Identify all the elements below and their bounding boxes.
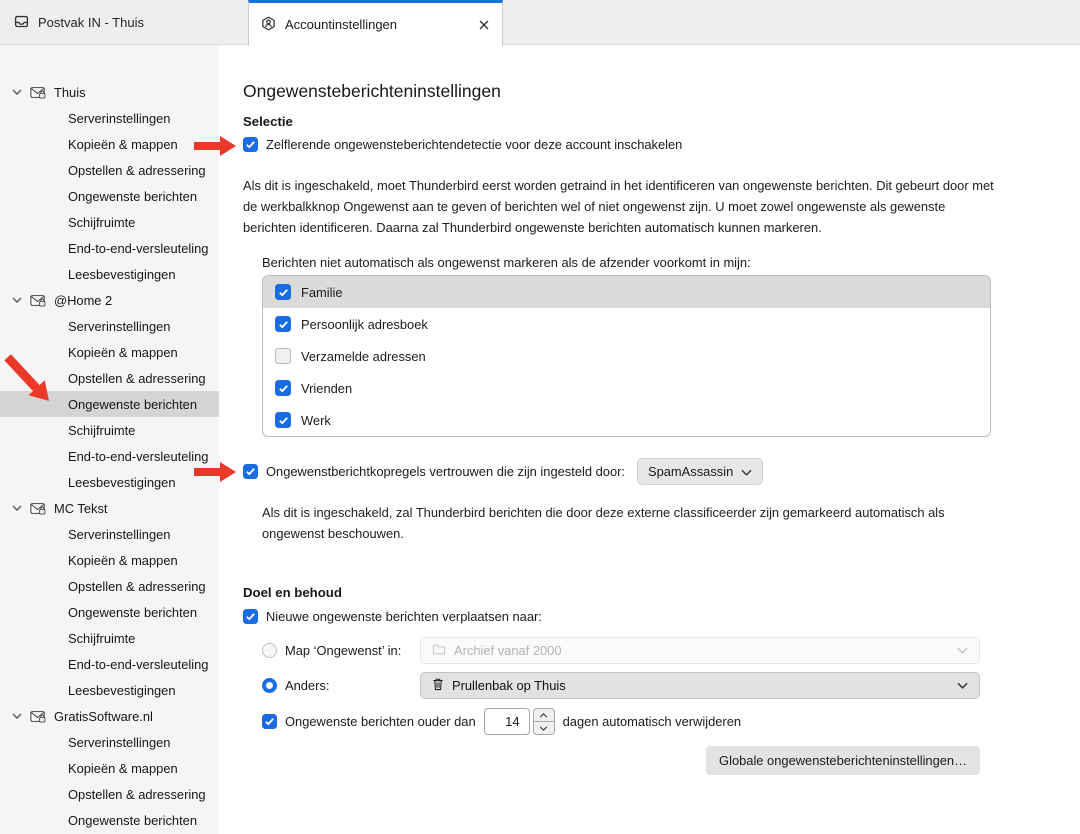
account-name: @Home 2 — [54, 292, 113, 308]
sidebar-item-label: End-to-end-versleuteling — [68, 448, 209, 464]
sidebar-item-label: Leesbevestigingen — [68, 474, 176, 490]
sidebar-item-label: Schijfruimte — [68, 630, 136, 646]
tab-settings-label: Accountinstellingen — [285, 17, 398, 32]
sidebar-item[interactable] — [0, 781, 219, 807]
self-learning-checkbox[interactable] — [243, 137, 258, 152]
red-arrow-annotation — [194, 462, 236, 482]
sidebar-item-label: Serverinstellingen — [68, 526, 171, 542]
sidebar-item[interactable] — [0, 599, 219, 625]
sidebar-item[interactable] — [0, 547, 219, 573]
other-folder-radio-label[interactable]: Anders: — [285, 678, 330, 693]
chevron-down-icon — [957, 682, 968, 689]
junk-folder-radio[interactable] — [262, 643, 277, 658]
sidebar-item[interactable] — [0, 573, 219, 599]
sidebar-item-label: Serverinstellingen — [68, 318, 171, 334]
red-arrow-annotation — [194, 136, 236, 156]
junk-folder-radio-row — [262, 643, 401, 658]
trust-headers-row — [243, 458, 763, 485]
sidebar-item[interactable] — [0, 417, 219, 443]
junk-description: Als dit is ingeschakeld, moet Thunderbird eerst worden getraind in het identificeren van ongewenste berichten. Dit gebeurt door met de werkbalkknop Ongewenst aan te geven of berichten wel of niet ongewenst zijn. U moet zowel ongewenste als gewenste berichten identificeren. Daarna zal Thunderbird ongewenste berichten automatisch kunnen markeren. — [243, 178, 994, 235]
mail-account-icon — [30, 502, 46, 515]
sidebar-item-label: Kopieën & mappen — [68, 760, 178, 776]
sidebar-item-label: Kopieën & mappen — [68, 552, 178, 568]
junk-settings-panel — [219, 45, 1080, 834]
account-settings-sidebar — [0, 45, 219, 834]
tab-bar — [0, 0, 1080, 45]
chevron-down-icon — [957, 647, 968, 654]
sidebar-item[interactable] — [0, 157, 219, 183]
addressbook-row[interactable] — [263, 276, 990, 308]
inbox-icon — [14, 14, 29, 32]
tab-inbox-label: Postvak IN - Thuis — [38, 15, 144, 30]
sidebar-item-label: Schijfruimte — [68, 422, 136, 438]
mail-account-icon — [30, 294, 46, 307]
sidebar-account-mctekst[interactable] — [0, 495, 219, 521]
move-junk-row — [243, 609, 542, 624]
addressbook-label: Persoonlijk adresboek — [301, 316, 428, 332]
folder-icon — [432, 643, 446, 658]
sidebar-item-label: Ongewenste berichten — [68, 396, 197, 412]
sidebar-account-thuis[interactable] — [0, 79, 219, 105]
close-icon[interactable] — [478, 19, 490, 31]
whitelist-label: Berichten niet automatisch als ongewenst markeren als de afzender voorkomt in mijn: — [262, 255, 751, 270]
sidebar-item[interactable] — [0, 651, 219, 677]
tab-inbox[interactable] — [0, 0, 248, 45]
addressbook-checkbox[interactable] — [275, 284, 291, 300]
classifier-description: Als dit is ingeschakeld, zal Thunderbird berichten die door deze externe classificeerder zijn gemarkeerd automatisch als ongewenst beschouwen. — [262, 505, 945, 541]
sidebar-item-label: Ongewenste berichten — [68, 812, 197, 828]
sidebar-item-label: Kopieën & mappen — [68, 136, 178, 152]
account-name: MC Tekst — [54, 500, 108, 516]
chevron-down-icon[interactable] — [12, 505, 22, 511]
sidebar-item-label: Serverinstellingen — [68, 110, 171, 126]
addressbook-label: Vrienden — [301, 380, 353, 396]
sidebar-item[interactable] — [0, 313, 219, 339]
sidebar-item-label: Opstellen & adressering — [68, 786, 206, 802]
sidebar-item-label: Kopieën & mappen — [68, 344, 178, 360]
self-learning-label[interactable]: Zelflerende ongewensteberichtendetectie voor deze account inschakelen — [266, 137, 683, 152]
days-spinner — [484, 708, 555, 735]
addressbook-label: Familie — [301, 284, 343, 300]
days-input[interactable]: 14 — [484, 708, 530, 735]
addressbook-checkbox[interactable] — [275, 316, 291, 332]
sidebar-item[interactable] — [0, 261, 219, 287]
junk-folder-radio-label[interactable]: Map ‘Ongewenst’ in: — [285, 643, 402, 658]
sidebar-item-label: Leesbevestigingen — [68, 682, 176, 698]
mail-account-icon — [30, 86, 46, 99]
self-learning-row — [243, 137, 682, 152]
addressbook-row[interactable] — [263, 340, 990, 372]
classifier-dropdown[interactable] — [637, 458, 763, 485]
addressbook-label: Werk — [301, 412, 331, 428]
addressbook-row[interactable] — [263, 372, 990, 404]
selection-heading: Selectie — [243, 114, 293, 129]
auto-delete-label-after: dagen automatisch verwijderen — [562, 714, 742, 729]
sidebar-item-label: Serverinstellingen — [68, 734, 171, 750]
sidebar-item[interactable] — [0, 625, 219, 651]
sidebar-item[interactable] — [0, 209, 219, 235]
auto-delete-row — [262, 708, 741, 735]
chevron-down-icon[interactable] — [12, 297, 22, 303]
other-folder-radio-row — [262, 678, 329, 693]
sidebar-item-label: Leesbevestigingen — [68, 266, 176, 282]
trash-icon — [432, 677, 444, 694]
chevron-down-icon[interactable] — [12, 89, 22, 95]
sidebar-item-label: Opstellen & adressering — [68, 370, 206, 386]
addressbook-list[interactable] — [262, 275, 991, 437]
sidebar-item[interactable] — [0, 469, 219, 495]
stepper-up-icon[interactable] — [534, 709, 554, 721]
addressbook-row[interactable] — [263, 308, 990, 340]
sidebar-item[interactable] — [0, 677, 219, 703]
sidebar-item[interactable] — [0, 755, 219, 781]
classifier-dropdown-value: SpamAssassin — [648, 464, 734, 479]
sidebar-item[interactable] — [0, 521, 219, 547]
sidebar-item[interactable] — [0, 235, 219, 261]
mail-account-icon — [30, 710, 46, 723]
move-junk-label[interactable]: Nieuwe ongewenste berichten verplaatsen naar: — [266, 609, 542, 624]
sidebar-account-gratissoftware[interactable] — [0, 703, 219, 729]
sidebar-item-label: End-to-end-versleuteling — [68, 656, 209, 672]
chevron-down-icon[interactable] — [12, 713, 22, 719]
account-name: GratisSoftware.nl — [54, 708, 153, 724]
auto-delete-checkbox[interactable] — [262, 714, 277, 729]
auto-delete-label-before[interactable]: Ongewenste berichten ouder dan — [285, 714, 476, 729]
sidebar-item[interactable] — [0, 105, 219, 131]
sidebar-item-label: Schijfruimte — [68, 214, 136, 230]
days-stepper — [533, 708, 555, 735]
addressbook-checkbox[interactable] — [275, 348, 291, 364]
trust-headers-checkbox[interactable] — [243, 464, 258, 479]
other-folder-radio[interactable] — [262, 678, 277, 693]
account-name: Thuis — [54, 84, 86, 100]
sidebar-item-label: Ongewenste berichten — [68, 188, 197, 204]
addressbook-row[interactable] — [263, 404, 990, 436]
other-folder-dropdown-value: Prullenbak op Thuis — [452, 678, 566, 693]
destination-heading: Doel en behoud — [243, 585, 342, 600]
sidebar-item[interactable] — [0, 807, 219, 833]
sidebar-item[interactable] — [0, 131, 219, 157]
account-settings-icon — [261, 16, 276, 34]
sidebar-item-label: Ongewenste berichten — [68, 604, 197, 620]
sidebar-account-home2[interactable] — [0, 287, 219, 313]
addressbook-checkbox[interactable] — [275, 380, 291, 396]
chevron-down-icon — [741, 464, 752, 479]
sidebar-item-label: Opstellen & adressering — [68, 162, 206, 178]
junk-folder-dropdown-value: Archief vanaf 2000 — [454, 643, 562, 658]
sidebar-item-label: Opstellen & adressering — [68, 578, 206, 594]
tab-account-settings[interactable] — [248, 0, 503, 46]
trust-headers-label[interactable]: Ongewenstberichtkopregels vertrouwen die zijn ingesteld door: — [266, 464, 625, 479]
global-junk-settings-button[interactable]: Globale ongewensteberichteninstellingen… — [706, 746, 980, 775]
addressbook-checkbox[interactable] — [275, 412, 291, 428]
junk-folder-dropdown[interactable] — [420, 637, 980, 664]
sidebar-item[interactable] — [0, 339, 219, 365]
move-junk-checkbox[interactable] — [243, 609, 258, 624]
page-title: Ongewensteberichteninstellingen — [243, 81, 501, 101]
stepper-down-icon[interactable] — [534, 721, 554, 734]
sidebar-item-label: End-to-end-versleuteling — [68, 240, 209, 256]
addressbook-label: Verzamelde adressen — [301, 348, 426, 364]
other-folder-dropdown[interactable] — [420, 672, 980, 699]
sidebar-item[interactable] — [0, 183, 219, 209]
sidebar-item[interactable] — [0, 443, 219, 469]
sidebar-item[interactable] — [0, 729, 219, 755]
